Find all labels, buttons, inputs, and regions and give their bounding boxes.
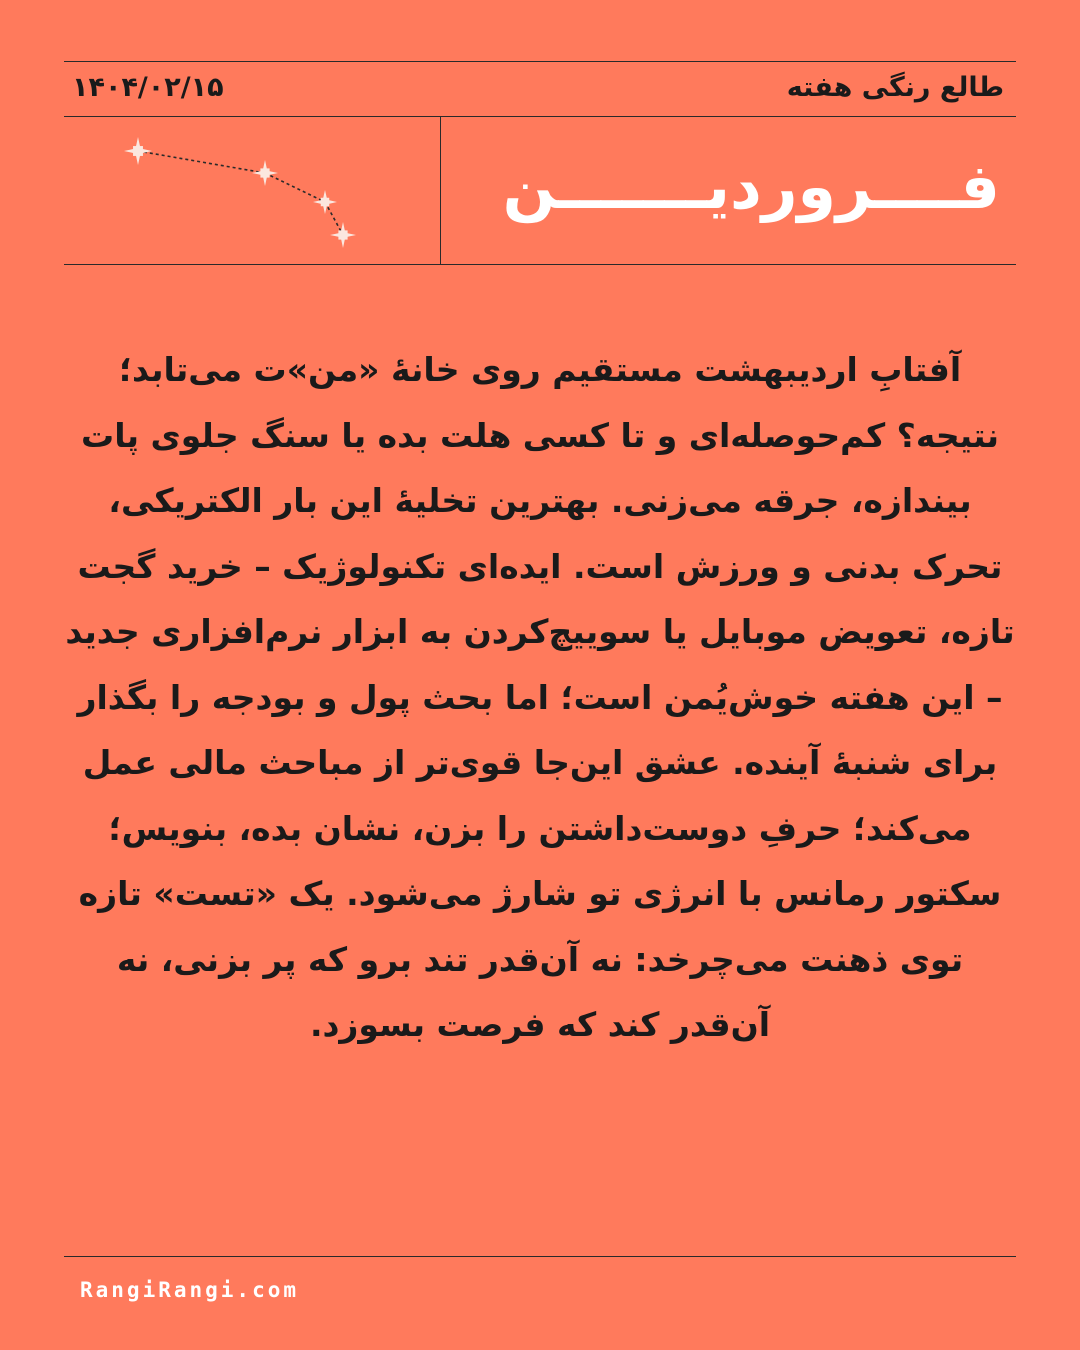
sign-panel-bottom-rule (64, 264, 1016, 265)
star-icon (313, 190, 337, 214)
footer-rule (64, 1256, 1016, 1257)
footer-website: RangiRangi.com (80, 1278, 300, 1302)
star-icon (330, 222, 356, 248)
star-icon (252, 160, 278, 186)
header-date: ۱۴۰۴/۰۲/۱۵ (72, 72, 224, 103)
top-rule (64, 61, 1016, 62)
constellation-lines (138, 151, 343, 235)
aries-constellation-icon (110, 125, 380, 260)
header-title: طالع رنگی هفته (786, 72, 1004, 103)
star-icon (124, 137, 152, 165)
header-divider (64, 116, 1016, 117)
sign-panel-divider (440, 117, 441, 265)
horoscope-text: آفتابِ اردیبهشت مستقیم روی خانهٔ «من»ت می‌تابد؛ نتیجه؟ کم‌حوصله‌ای و تا کسی هلت بده یا سنگ جلوی پات بیندازه، جرقه می‌زنی. بهترین تخلیهٔ این بار الکتریکی، تحرک بدنی و ورزش است. ایده‌ای تکنولوژیک – خرید گجت تازه، تعویض موبایل یا سوییچ‌کردن به ابزار نرم‌افزاری جدید – این هفته خوش‌یُمن است؛ اما بحث پول و بودجه را بگذار برای شنبهٔ آینده. عشق این‌جا قوی‌تر از مباحث مالی عمل می‌کند؛ حرفِ دوست‌داشتن را بزن، نشان بده، بنویس؛ سکتور رمانس با انرژی تو شارژ می‌شود. یک «تست» تازه توی ذهنت می‌چرخد: نه آن‌قدر تند برو که پر بزنی، نه آن‌قدر کند که فرصت بسوزد. (65, 350, 1015, 1044)
zodiac-sign-name: فــــروردیـــــــن (502, 150, 1000, 223)
